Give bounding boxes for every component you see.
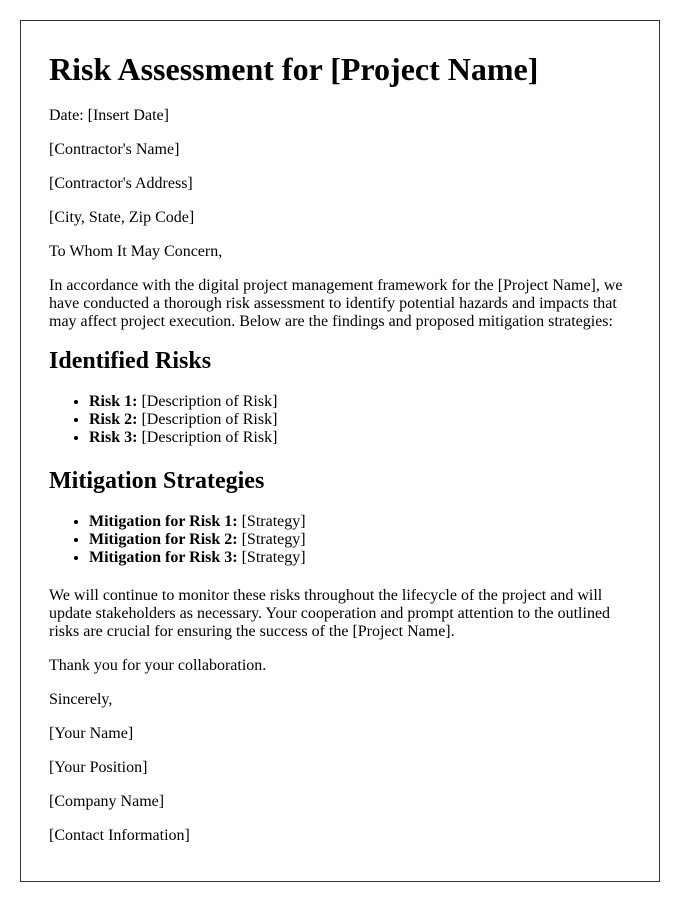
- risk-text: [Description of Risk]: [141, 411, 278, 428]
- mitigation-text: [Strategy]: [241, 513, 306, 530]
- mitigation-label: Mitigation for Risk 1:: [89, 513, 238, 530]
- mitigation-label: Mitigation for Risk 2:: [89, 531, 238, 548]
- date-line: Date: [Insert Date]: [49, 107, 169, 124]
- your-position: [Your Position]: [49, 759, 148, 776]
- mitigation-label: Mitigation for Risk 3:: [89, 549, 238, 566]
- list-item: [89, 513, 631, 531]
- contact-information: [Contact Information]: [49, 827, 190, 844]
- contractor-address: [Contractor's Address]: [49, 175, 193, 192]
- risk-label: Risk 2:: [89, 411, 138, 428]
- mitigation-text: [Strategy]: [241, 549, 306, 566]
- mitigation-list: [49, 513, 631, 567]
- mitigation-strategies-heading: Mitigation Strategies: [49, 468, 265, 494]
- letter-page: [20, 20, 660, 882]
- city-state-zip: [City, State, Zip Code]: [49, 209, 195, 226]
- contractor-name: [Contractor's Name]: [49, 141, 180, 158]
- intro-paragraph: In accordance with the digital project management framework for the [Project Name], we have conducted a thorough risk assessment to identify potential hazards and impacts that may affect project execution. Below are the findings and proposed mitigation strategies:: [49, 277, 623, 330]
- signoff: Sincerely,: [49, 691, 113, 708]
- identified-risks-heading: Identified Risks: [49, 348, 212, 374]
- risk-label: Risk 3:: [89, 429, 138, 446]
- your-name: [Your Name]: [49, 725, 134, 742]
- risk-label: Risk 1:: [89, 393, 138, 410]
- thanks-line: Thank you for your collaboration.: [49, 657, 267, 674]
- salutation: To Whom It May Concern,: [49, 243, 223, 260]
- risk-text: [Description of Risk]: [141, 429, 278, 446]
- risk-text: [Description of Risk]: [141, 393, 278, 410]
- list-item: [89, 531, 631, 549]
- list-item: [89, 549, 631, 567]
- list-item: [89, 411, 631, 429]
- mitigation-text: [Strategy]: [241, 531, 306, 548]
- list-item: [89, 393, 631, 411]
- company-name: [Company Name]: [49, 793, 165, 810]
- list-item: [89, 429, 631, 447]
- risks-list: [49, 393, 631, 447]
- document-title: Risk Assessment for [Project Name]: [49, 51, 539, 87]
- closing-paragraph: We will continue to monitor these risks throughout the lifecycle of the project and will update stakeholders as necessary. Your cooperation and prompt attention to the outlined risks are crucial for ensuring the success of the [Project Name].: [49, 587, 611, 640]
